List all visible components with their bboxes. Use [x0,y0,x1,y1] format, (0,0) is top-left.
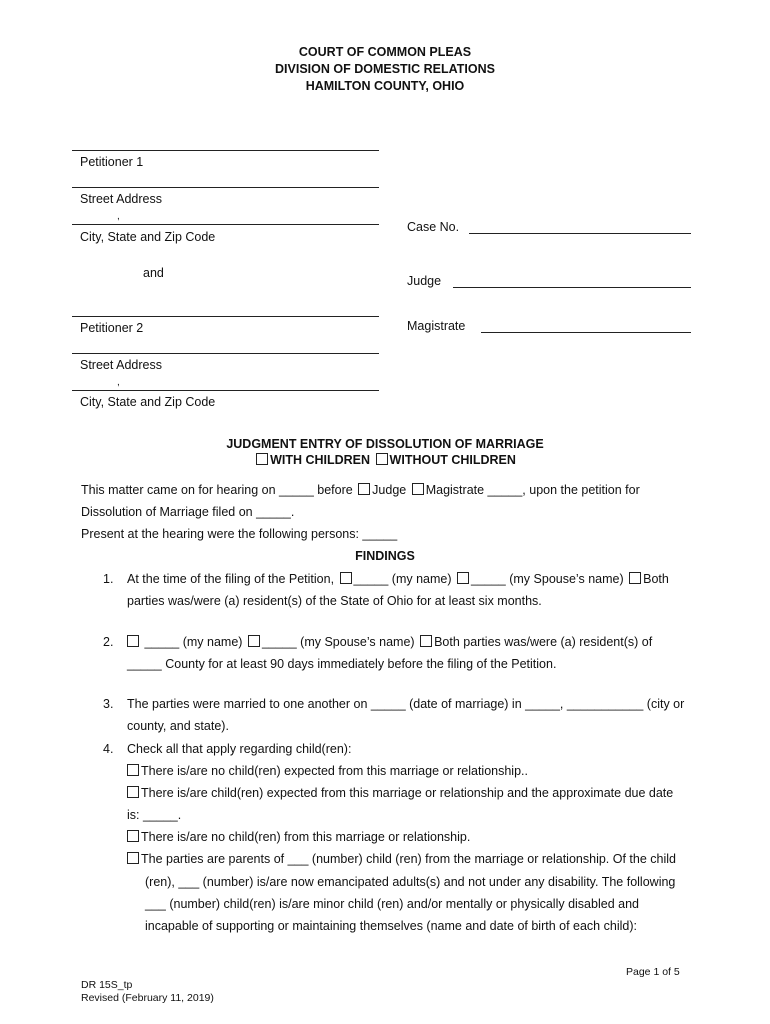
finding1-both: Both [643,572,669,586]
city2-line[interactable] [72,390,379,391]
due-date-line: is: _____. [127,808,182,822]
petitioner2-line[interactable] [72,316,379,317]
magistrate-checkbox[interactable] [412,483,424,495]
without-children-checkbox[interactable] [376,453,388,465]
intro-line3: Present at the hearing were the following persons: _____ [81,527,398,541]
judge-checkbox[interactable] [358,483,370,495]
court-name: COURT OF COMMON PLEAS [298,45,472,59]
no-children-checkbox[interactable] [127,830,139,842]
finding2-both-text: Both parties was/were (a) resident(s) of [434,635,653,649]
intro-line2: Dissolution of Marriage filed on _____. [81,505,295,519]
revised-date: Revised (February 11, 2019) [81,992,214,1004]
finding2-spouse-name: _____ (my Spouse’s name) [261,635,415,649]
intro-magistrate-text: Magistrate _____, upon the petition for [425,483,640,497]
intro-hearing-text: This matter came on for hearing on _____ before [81,483,353,497]
magistrate-label: Magistrate [407,319,466,333]
judge-label: Judge [407,274,442,288]
finding4-option3 [125,826,470,848]
finding4-option2 [125,782,673,804]
finding2-both-checkbox[interactable] [420,635,432,647]
option4-line3: ___ (number) child(ren) is/are minor child (ren) and/or mentally or physically disabled and [145,897,639,911]
finding4-number: 4. [103,742,114,756]
with-children-checkbox[interactable] [256,453,268,465]
option4-line2: (ren), ___ (number) is/are now emancipated adults(s) and not under any disability. The following [145,875,676,889]
finding2-number: 2. [103,635,114,649]
petitioner2-label: Petitioner 2 [80,321,144,335]
findings-heading: FINDINGS [355,549,415,563]
case-no-label: Case No. [407,220,460,234]
finding1-spouse-name: _____ (my Spouse’s name) [471,572,624,586]
finding1-my-name: _____ (my name) [353,572,452,586]
children-expected-checkbox[interactable] [127,786,139,798]
finding1-line1 [127,568,707,590]
no-children-expected-text: There is/are no child(ren) expected from this marriage or relationship.. [141,764,528,778]
court-county: HAMILTON COUNTY, OHIO [305,79,465,93]
finding4-intro: Check all that apply regarding child(ren): [127,742,352,756]
city1-label: City, State and Zip Code [80,230,216,244]
city2-label: City, State and Zip Code [80,395,216,409]
parents-of-children-checkbox[interactable] [127,852,139,864]
finding2-spouse-checkbox[interactable] [248,635,260,647]
with-children-label: WITH CHILDREN [270,453,371,467]
case-no-field[interactable] [469,233,691,234]
no-children-text: There is/are no child(ren) from this marriage or relationship. [141,830,471,844]
city1-comma: , [117,211,120,222]
children-options [0,452,770,469]
street2-line[interactable] [72,353,379,354]
magistrate-field[interactable] [481,332,691,333]
parents-of-children-text: The parties are parents of ___ (number) child (ren) from the marriage or relationship. Of the child [141,852,676,866]
finding4-option1 [125,760,528,782]
no-children-expected-checkbox[interactable] [127,764,139,776]
finding1-both-checkbox[interactable] [629,572,641,584]
finding3-line1: The parties were married to one another on _____ (date of marriage) in _____, ___________ (city or [127,697,685,711]
intro-line1 [81,479,701,501]
court-division: DIVISION OF DOMESTIC RELATIONS [275,62,495,76]
judge-field[interactable] [453,287,691,288]
intro-judge-label: Judge [372,483,407,497]
finding1-number: 1. [103,572,114,586]
form-id: DR 15S_tp [81,979,133,991]
finding1-text: At the time of the filing of the Petition, [127,572,335,586]
finding1-line2: parties was/were (a) resident(s) of the State of Ohio for at least six months. [127,594,542,608]
finding3-number: 3. [103,697,114,711]
document-title: JUDGMENT ENTRY OF DISSOLUTION OF MARRIAGE [226,437,544,451]
petitioner1-label: Petitioner 1 [80,155,144,169]
finding1-my-name-checkbox[interactable] [340,572,352,584]
petitioner1-line[interactable] [72,150,379,151]
finding2-my-name-checkbox[interactable] [127,635,139,647]
finding4-option4 [125,848,676,870]
finding3-line2: county, and state). [127,719,229,733]
option4-line4: incapable of supporting or maintaining themselves (name and date of birth of each child): [145,919,637,933]
city1-line[interactable] [72,224,379,225]
finding2-my-name: _____ (my name) [144,635,243,649]
and-label: and [143,266,164,280]
children-expected-text: There is/are child(ren) expected from this marriage or relationship and the approximate due date [141,786,674,800]
finding2-line1 [125,631,705,653]
street1-label: Street Address [80,192,162,206]
street2-label: Street Address [80,358,162,372]
without-children-label: WITHOUT CHILDREN [389,453,516,467]
finding1-spouse-checkbox[interactable] [457,572,469,584]
street1-line[interactable] [72,187,379,188]
city2-comma: , [117,377,120,388]
finding2-line2: _____ County for at least 90 days immediately before the filing of the Petition. [127,657,557,671]
page-number: Page 1 of 5 [626,966,680,978]
